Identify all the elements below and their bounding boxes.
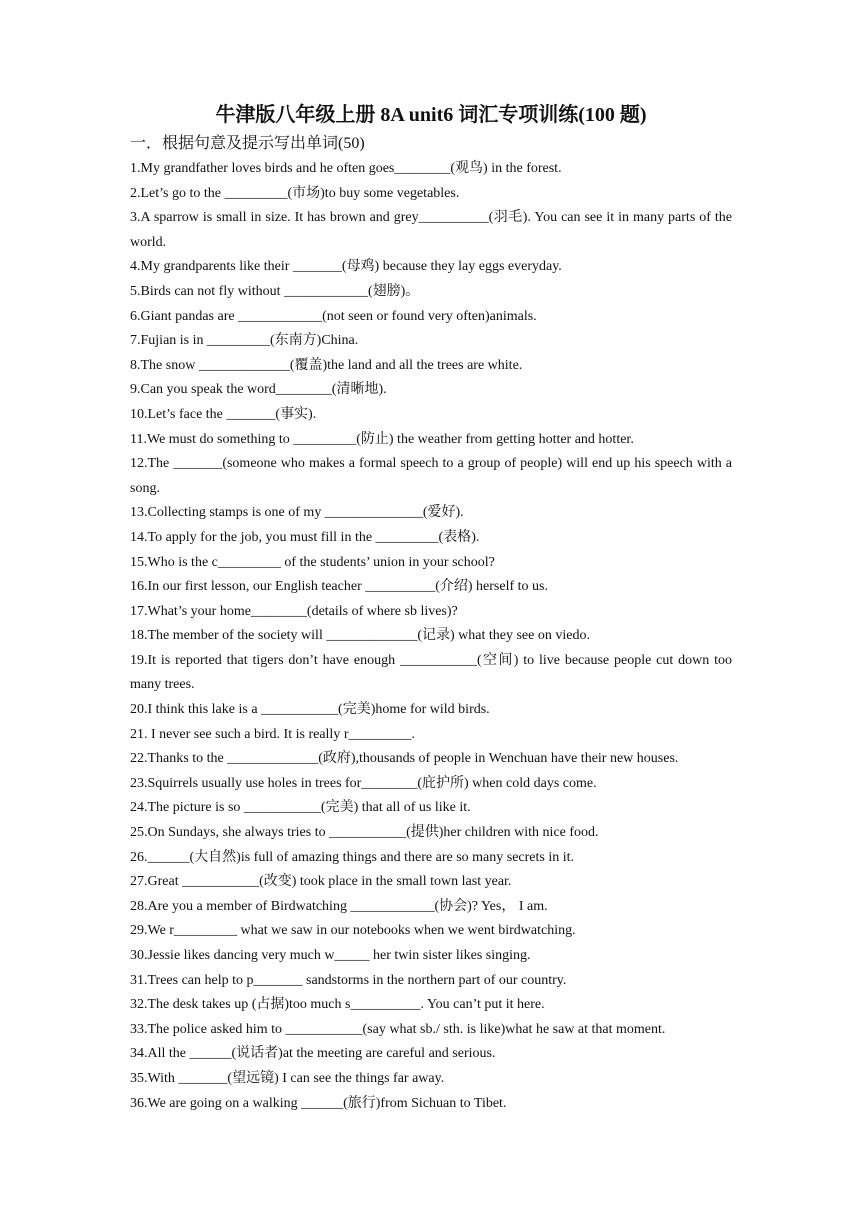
question-item: 6.Giant pandas are ____________(not seen or found very often)animals. <box>130 308 537 324</box>
question-item: 28.Are you a member of Birdwatching ____________(协会)? Yes， I am. <box>130 898 548 914</box>
section-heading: 一．根据句意及提示写出单词(50) <box>130 135 365 152</box>
question-item: 18.The member of the society will _____________(记录) what they see on viedo. <box>130 628 590 644</box>
question-item: 11.We must do something to _________(防止) the weather from getting hotter and hotter. <box>130 431 634 447</box>
question-item: 3.A sparrow is small in size. It has brown and grey__________(羽毛). You can see it in many parts of the world. <box>130 210 732 250</box>
question-item: 5.Birds can not fly without ____________(翅膀)。 <box>130 283 420 299</box>
question-item: 27.Great ___________(改变) took place in the small town last year. <box>130 874 512 890</box>
document-page <box>130 100 732 1116</box>
question-item: 35.With _______(望远镜) I can see the things far away. <box>130 1070 445 1086</box>
question-item: 26.______(大自然)is full of amazing things and there are so many secrets in it. <box>130 849 575 865</box>
question-list <box>130 157 732 1116</box>
question-item: 17.What’s your home________(details of where sb lives)? <box>130 603 458 619</box>
question-item: 34.All the ______(说话者)at the meeting are careful and serious. <box>130 1046 496 1062</box>
question-item: 23.Squirrels usually use holes in trees for________(庇护所) when cold days come. <box>130 775 597 791</box>
question-item: 21. I never see such a bird. It is really r_________. <box>130 726 415 742</box>
question-item: 33.The police asked him to ___________(say what sb./ sth. is like)what he saw at that moment. <box>130 1021 666 1037</box>
question-item: 31.Trees can help to p_______ sandstorms in the northern part of our country. <box>130 972 567 988</box>
question-item: 36.We are going on a walking ______(旅行)from Sichuan to Tibet. <box>130 1095 507 1111</box>
question-item: 12.The _______(someone who makes a formal speech to a group of people) will end up his speech with a song. <box>130 456 732 496</box>
question-item: 25.On Sundays, she always tries to ___________(提供)her children with nice food. <box>130 825 599 841</box>
question-item: 30.Jessie likes dancing very much w_____ her twin sister likes singing. <box>130 948 531 963</box>
question-item: 2.Let’s go to the _________(市场)to buy some vegetables. <box>130 185 460 201</box>
question-item: 22.Thanks to the _____________(政府),thousands of people in Wenchuan have their new houses. <box>130 751 679 767</box>
question-item: 4.My grandparents like their _______(母鸡) because they lay eggs everyday. <box>130 259 562 275</box>
question-item: 15.Who is the c_________ of the students’ union in your school? <box>130 554 495 570</box>
question-item: 13.Collecting stamps is one of my ______________(爱好). <box>130 505 464 521</box>
question-item: 29.We r_________ what we saw in our notebooks when we went birdwatching. <box>130 923 576 939</box>
question-item: 14.To apply for the job, you must fill in the _________(表格). <box>130 529 480 545</box>
question-item: 7.Fujian is in _________(东南方)China. <box>130 333 359 349</box>
question-item: 20.I think this lake is a ___________(完美)home for wild birds. <box>130 702 490 718</box>
question-item: 9.Can you speak the word________(清晰地). <box>130 382 387 398</box>
question-item: 10.Let’s face the _______(事实). <box>130 406 317 422</box>
question-item: 32.The desk takes up (占据)too much s__________. You can’t put it here. <box>130 997 545 1013</box>
document-title: 牛津版八年级上册 8A unit6 词汇专项训练(100 题) <box>215 104 647 126</box>
question-item: 8.The snow _____________(覆盖)the land and all the trees are white. <box>130 357 523 373</box>
question-item: 19.It is reported that tigers don’t have enough ___________(空间) to live because people cut down too many trees. <box>130 652 732 693</box>
question-item: 24.The picture is so ___________(完美) that all of us like it. <box>130 800 471 816</box>
question-item: 1.My grandfather loves birds and he often goes________(观鸟) in the forest. <box>130 161 562 176</box>
question-item: 16.In our first lesson, our English teacher __________(介绍) herself to us. <box>130 579 548 595</box>
